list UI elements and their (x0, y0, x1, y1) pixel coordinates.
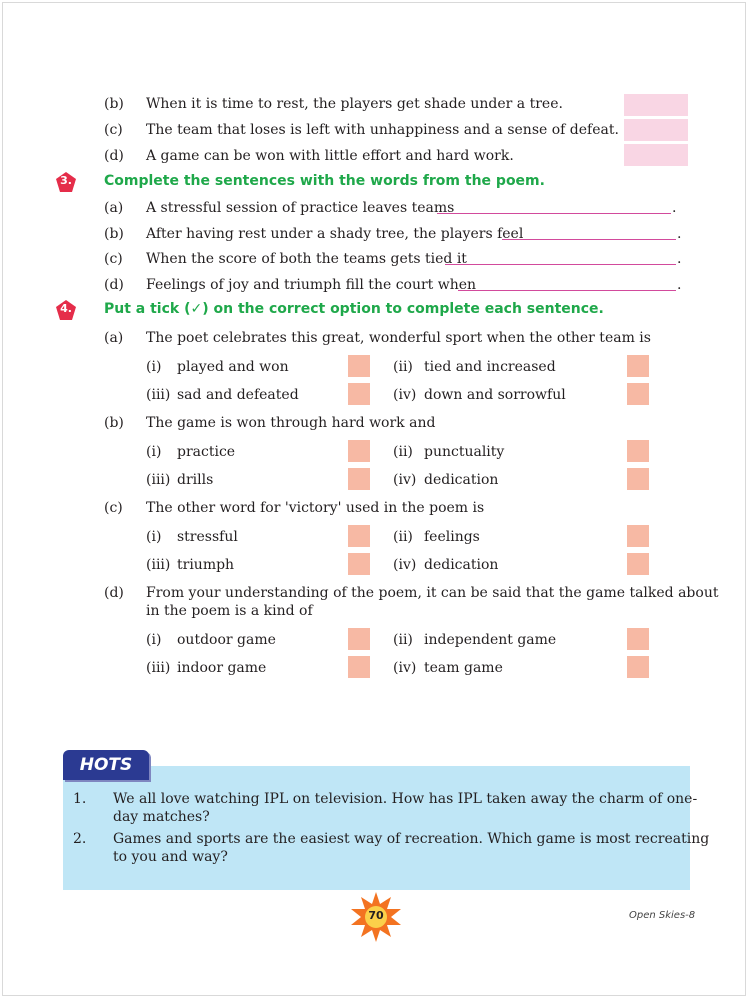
option-text: practice (177, 444, 236, 460)
hots-item-text: Games and sports are the easiest way of recreation. Which game is most recreating (113, 831, 710, 847)
item-end: . (677, 277, 682, 293)
option-text: dedication (424, 557, 499, 573)
item-label: (a) (104, 200, 124, 216)
question-4-number: 4. (60, 302, 72, 315)
option-num: (iii) (146, 387, 171, 403)
tick-box[interactable] (348, 628, 370, 650)
item-text: The team that loses is left with unhappiness and a sense of defeat. (146, 122, 619, 138)
tick-box[interactable] (627, 656, 649, 678)
tick-box[interactable] (348, 440, 370, 462)
item-text: Feelings of joy and triumph fill the court when (146, 277, 477, 293)
item-label: (c) (104, 122, 123, 138)
tick-box[interactable] (348, 553, 370, 575)
item-text: From your understanding of the poem, it can be said that the game talked about (146, 585, 719, 601)
item-text: After having rest under a shady tree, the players feel (146, 226, 524, 242)
option-num: (iv) (393, 472, 417, 488)
item-text: in the poem is a kind of (146, 603, 313, 619)
tick-box[interactable] (348, 355, 370, 377)
option-text: feelings (424, 529, 480, 545)
item-text: The poet celebrates this great, wonderful sport when the other team is (146, 330, 651, 346)
item-label: (c) (104, 251, 123, 267)
option-num: (i) (146, 529, 162, 545)
option-text: indoor game (177, 660, 267, 676)
item-label: (d) (104, 277, 124, 293)
item-label: (b) (104, 96, 124, 112)
option-text: triumph (177, 557, 235, 573)
hots-item-text: We all love watching IPL on television. How has IPL taken away the charm of one- (113, 791, 698, 807)
option-num: (ii) (393, 632, 413, 648)
tick-box[interactable] (627, 355, 649, 377)
option-text: drills (177, 472, 214, 488)
tick-box[interactable] (627, 468, 649, 490)
hots-title: HOTS (79, 755, 133, 775)
answer-box[interactable] (624, 119, 688, 141)
option-num: (iii) (146, 557, 171, 573)
tick-box[interactable] (627, 628, 649, 650)
answer-blank[interactable] (502, 239, 676, 240)
item-end: . (672, 200, 677, 216)
option-text: stressful (177, 529, 238, 545)
tick-box[interactable] (348, 468, 370, 490)
item-end: . (677, 226, 682, 242)
option-num: (ii) (393, 359, 413, 375)
option-num: (i) (146, 444, 162, 460)
option-num: (iv) (393, 387, 417, 403)
option-num: (iii) (146, 660, 171, 676)
option-text: independent game (424, 632, 557, 648)
tick-box[interactable] (348, 383, 370, 405)
option-num: (iii) (146, 472, 171, 488)
answer-box[interactable] (624, 94, 688, 116)
item-label: (b) (104, 415, 124, 431)
page-number-badge (349, 892, 403, 942)
item-label: (d) (104, 585, 124, 601)
page-number: 70 (368, 909, 384, 922)
answer-blank[interactable] (445, 264, 676, 265)
question-4-badge (55, 299, 77, 321)
option-text: dedication (424, 472, 499, 488)
tick-box[interactable] (348, 656, 370, 678)
option-text: punctuality (424, 444, 505, 460)
item-text: The other word for 'victory' used in the poem is (146, 500, 485, 516)
option-text: down and sorrowful (424, 387, 566, 403)
option-num: (i) (146, 359, 162, 375)
tick-box[interactable] (627, 553, 649, 575)
hots-item-text: day matches? (113, 809, 210, 825)
item-label: (d) (104, 148, 124, 164)
item-label: (a) (104, 330, 124, 346)
question-4-title: Put a tick (✓) on the correct option to complete each sentence. (104, 301, 604, 317)
option-num: (ii) (393, 529, 413, 545)
option-text: sad and defeated (177, 387, 299, 403)
tick-box[interactable] (348, 525, 370, 547)
option-num: (iv) (393, 557, 417, 573)
hots-item-num: 1. (73, 791, 87, 807)
option-text: outdoor game (177, 632, 276, 648)
hots-item-text: to you and way? (113, 849, 228, 865)
item-text: When it is time to rest, the players get shade under a tree. (146, 96, 563, 112)
item-text: A stressful session of practice leaves teams (146, 200, 455, 216)
option-text: tied and increased (424, 359, 556, 375)
item-text: A game can be won with little effort and hard work. (146, 148, 514, 164)
option-num: (ii) (393, 444, 413, 460)
tick-box[interactable] (627, 440, 649, 462)
item-end: . (677, 251, 682, 267)
hots-tab (63, 750, 149, 780)
tick-box[interactable] (627, 525, 649, 547)
question-3-badge (55, 171, 77, 193)
item-text: When the score of both the teams gets tied it (146, 251, 467, 267)
hots-item-num: 2. (73, 831, 87, 847)
question-3-number: 3. (60, 174, 72, 187)
item-text: The game is won through hard work and (146, 415, 436, 431)
question-3-title: Complete the sentences with the words from the poem. (104, 173, 545, 189)
answer-blank[interactable] (437, 213, 671, 214)
tick-box[interactable] (627, 383, 649, 405)
option-text: played and won (177, 359, 289, 375)
option-num: (i) (146, 632, 162, 648)
book-title: Open Skies-8 (629, 910, 696, 921)
option-num: (iv) (393, 660, 417, 676)
item-label: (b) (104, 226, 124, 242)
answer-blank[interactable] (458, 290, 676, 291)
item-label: (c) (104, 500, 123, 516)
answer-box[interactable] (624, 144, 688, 166)
option-text: team game (424, 660, 503, 676)
hots-panel (63, 766, 690, 890)
